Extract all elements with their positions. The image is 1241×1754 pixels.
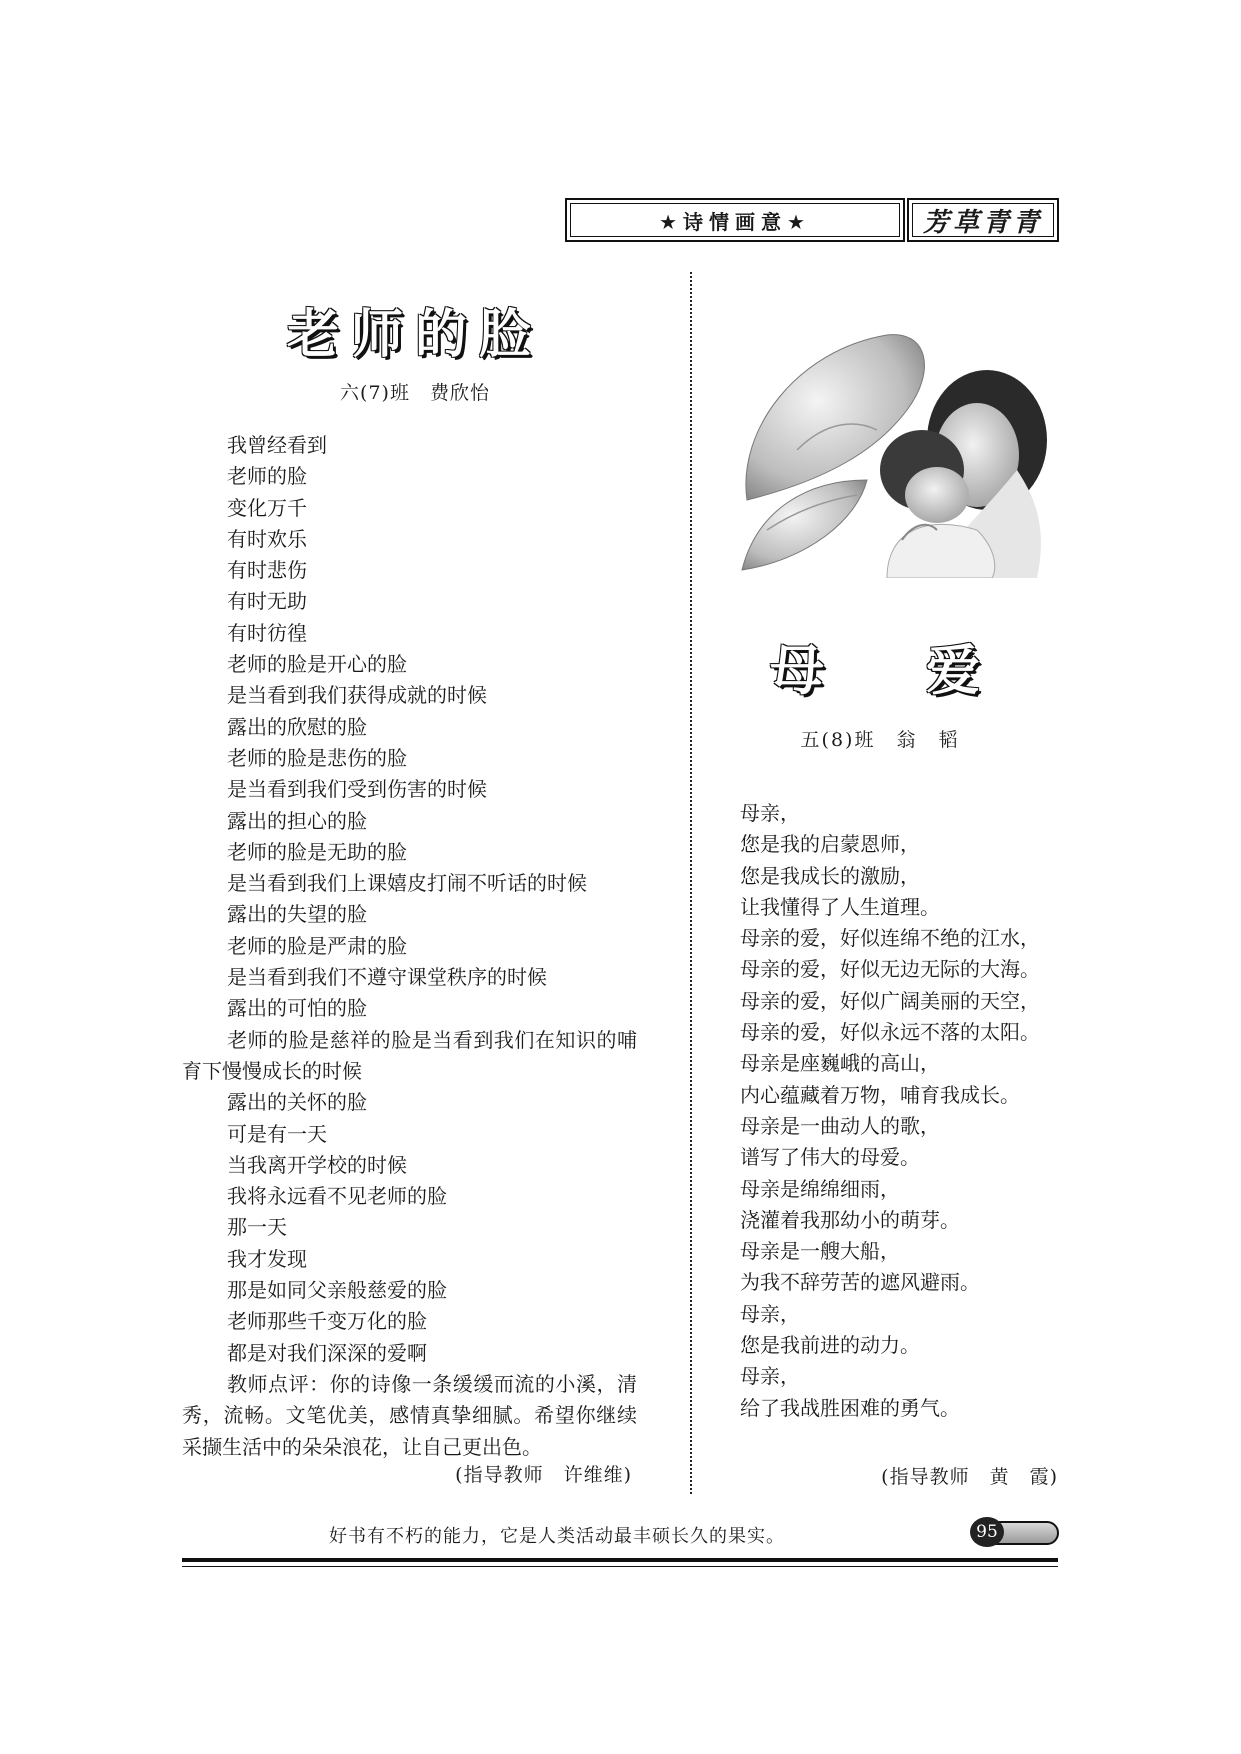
poem-line: 是当看到我们受到伤害的时候 — [227, 777, 487, 802]
poem-line: 是当看到我们获得成就的时候 — [227, 683, 487, 708]
poem-line: 母亲的爱，好似广阔美丽的天空， — [740, 988, 1040, 1013]
poem-line: 露出的担心的脸 — [227, 808, 367, 833]
poem-line: 母亲， — [740, 1364, 800, 1389]
poem-body-right — [740, 798, 1065, 1424]
poem-line: 是当看到我们不遵守课堂秩序的时候 — [227, 965, 547, 990]
poem-line: 内心蕴藏着万物，哺育我成长。 — [740, 1082, 1020, 1107]
teacher-credit-left: (指导教师 许维维) — [455, 1464, 632, 1486]
poem-line: 母亲， — [740, 801, 800, 825]
poem-line: 老师那些千变万化的脸 — [227, 1309, 427, 1334]
poem-line: 老师的脸是严肃的脸 — [227, 933, 407, 958]
poem-line: 变化万千 — [227, 495, 307, 520]
poem-title-right — [770, 628, 980, 705]
poem-line: 可是有一天 — [227, 1121, 327, 1146]
section-header-box — [565, 198, 905, 242]
poem-line: 谱写了伟大的母爱。 — [740, 1145, 920, 1170]
poem-line: 那是如同父亲般慈爱的脸 — [227, 1278, 447, 1303]
poem-line: 给了我战胜困难的勇气。 — [740, 1395, 960, 1420]
brand-header-box — [907, 198, 1059, 242]
poem-line: 当我离开学校的时候 — [227, 1152, 407, 1177]
poem-line: 老师的脸是开心的脸 — [227, 652, 407, 677]
poem-line: 母亲是绵绵细雨， — [740, 1176, 900, 1201]
poem-line: 有时彷徨 — [227, 620, 307, 645]
section-label: ★诗情画意★ — [570, 203, 900, 237]
poem-line: 浇灌着我那幼小的萌芽。 — [740, 1207, 960, 1232]
teacher-comment: 教师点评：你的诗像一条缓缓而流的小溪，清秀，流畅。文笔优美，感情真挚细腻。希望你继续采撷生活中的朵朵浪花，让自己更出色。 — [182, 1371, 637, 1459]
poem-line: 让我懂得了人生道理。 — [740, 894, 940, 919]
poem-line: 为我不辞劳苦的遮风避雨。 — [740, 1270, 980, 1295]
footer-quote: 好书有不朽的能力，它是人类活动最丰硕长久的果实。 — [329, 1526, 785, 1547]
poem-line: 我曾经看到 — [227, 433, 327, 457]
poem-line: 是当看到我们上课嬉皮打闹不听话的时候 — [227, 871, 587, 896]
teacher-credit-right: (指导教师 黄 霞) — [881, 1466, 1058, 1488]
poem-line: 有时无助 — [227, 589, 307, 614]
poem-line: 老师的脸 — [227, 464, 307, 489]
author-byline-left: 六(7)班 费欣怡 — [340, 382, 490, 404]
poem-line: 露出的关怀的脸 — [227, 1090, 367, 1115]
poem-line: 那一天 — [227, 1215, 287, 1240]
poem-line: 母亲是座巍峨的高山， — [740, 1051, 940, 1076]
author-byline-right: 五(8)班 翁 韬 — [800, 729, 960, 751]
poem-line: 母亲是一曲动人的歌， — [740, 1113, 940, 1138]
title-char: 母 — [770, 639, 824, 702]
poem-line: 母亲， — [740, 1301, 800, 1326]
poem-line: 我将永远看不见老师的脸 — [227, 1184, 447, 1209]
poem-paragraph: 老师的脸是慈祥的脸是当看到我们在知识的哺育下慢慢成长的时候 — [182, 1027, 637, 1083]
poem-body-left — [182, 430, 637, 1463]
mother-and-baby-photo — [737, 330, 1060, 578]
poem-line: 有时悲伤 — [227, 558, 307, 583]
poem-line: 母亲是一艘大船， — [740, 1239, 900, 1264]
poem-line: 母亲的爱，好似无边无际的大海。 — [740, 957, 1040, 982]
poem-line: 都是对我们深深的爱啊 — [227, 1340, 427, 1365]
poem-line: 有时欢乐 — [227, 526, 307, 551]
footer-rule-thick — [182, 1558, 1058, 1562]
poem-title-left: 老师的脸 — [286, 305, 543, 365]
poem-line: 露出的欣慰的脸 — [227, 714, 367, 739]
brand-label: 芳草青青 — [912, 203, 1054, 237]
poem-line: 母亲的爱，好似永远不落的太阳。 — [740, 1020, 1040, 1045]
footer-rule-thin — [182, 1566, 1058, 1567]
column-divider — [690, 272, 692, 1494]
poem-line: 母亲的爱，好似连绵不绝的江水， — [740, 926, 1040, 951]
poem-line: 露出的可怕的脸 — [227, 996, 367, 1021]
poem-line: 您是我成长的激励， — [740, 863, 920, 888]
poem-line: 您是我前进的动力。 — [740, 1333, 920, 1358]
page-number: 95 — [970, 1517, 1004, 1547]
poem-line: 我才发现 — [227, 1246, 307, 1271]
poem-line: 您是我的启蒙恩师， — [740, 832, 920, 857]
poem-line: 露出的失望的脸 — [227, 902, 367, 927]
poem-line: 老师的脸是悲伤的脸 — [227, 745, 407, 770]
title-char: 爱 — [926, 639, 980, 702]
poem-line: 老师的脸是无助的脸 — [227, 839, 407, 864]
